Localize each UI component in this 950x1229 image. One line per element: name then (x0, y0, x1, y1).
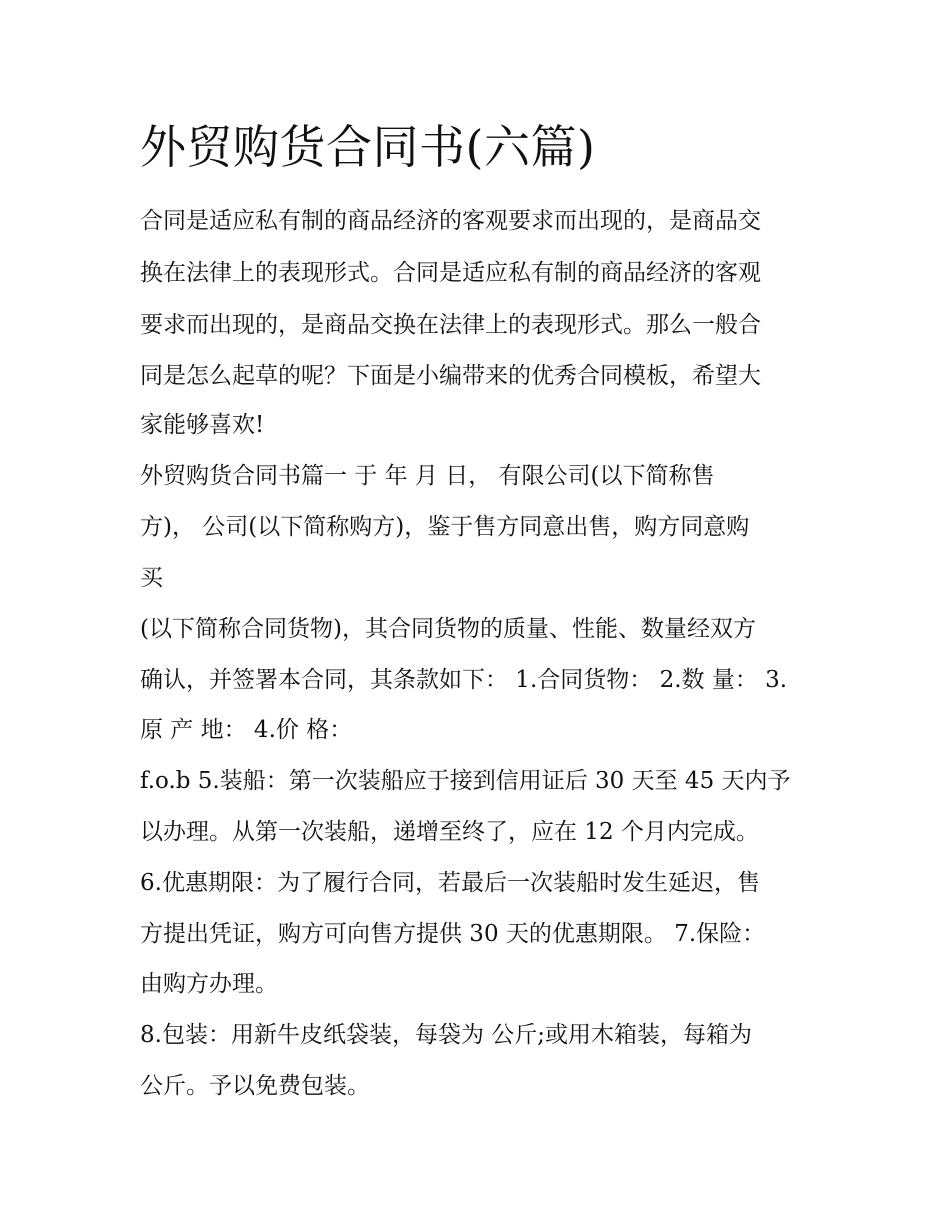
document-title: 外贸购货合同书(六篇) (140, 120, 596, 174)
paragraph-line: 外贸购货合同书篇一 于 年 月 日， 有限公司(以下简称售 (140, 463, 715, 489)
paragraph-line: f.o.b 5.装船：第一次装船应于接到信用证后 30 天至 45 天内予 (140, 768, 791, 794)
paragraph-line: 买 (140, 565, 163, 591)
paragraph-line: 同是怎么起草的呢？下面是小编带来的优秀合同模板，希望大 (140, 363, 761, 389)
paragraph-line: 6.优惠期限：为了履行合同，若最后一次装船时发生延迟，售 (140, 870, 760, 896)
paragraph-line: 原 产 地： 4.价 格： (140, 717, 353, 743)
paragraph-line: 方提出凭证，购方可向售方提供 30 天的优惠期限。 7.保险： (140, 921, 766, 947)
paragraph-line: 以办理。从第一次装船，递增至终了，应在 12 个月内完成。 (140, 819, 759, 845)
paragraph-line: 换在法律上的表现形式。合同是适应私有制的商品经济的客观 (140, 260, 761, 286)
paragraph-line: 确认，并签署本合同，其条款如下： 1.合同货物： 2.数 量： 3. (140, 667, 788, 693)
paragraph-line: 方)， 公司(以下简称购方)，鉴于售方同意出售，购方同意购 (140, 514, 750, 540)
paragraph-line: 由购方办理。 (140, 971, 278, 997)
paragraph-line: 要求而出现的，是商品交换在法律上的表现形式。那么一般合 (140, 312, 761, 338)
paragraph-line: 公斤。予以免费包装。 (140, 1073, 370, 1099)
paragraph-line: 合同是适应私有制的商品经济的客观要求而出现的，是商品交 (140, 208, 761, 234)
document-page (140, 0, 820, 1229)
paragraph-line: (以下简称合同货物)，其合同货物的质量、性能、数量经双方 (140, 616, 756, 642)
paragraph-line: 8.包装：用新牛皮纸袋装，每袋为 公斤;或用木箱装，每箱为 (140, 1022, 753, 1048)
paragraph-line: 家能够喜欢! (140, 412, 265, 438)
